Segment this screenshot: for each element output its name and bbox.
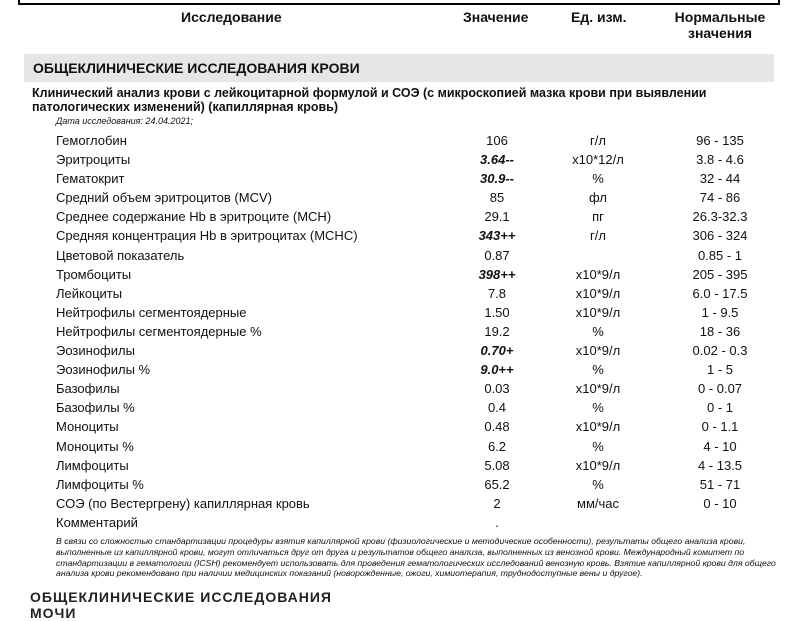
column-header-test: Исследование [181, 9, 282, 25]
results-table [0, 131, 798, 532]
next-section-title: ОБЩЕКЛИНИЧЕСКИЕ ИССЛЕДОВАНИЯ МОЧИ [30, 589, 332, 621]
result-unit: x10*9/л [575, 304, 621, 320]
result-value: 1.50 [484, 304, 510, 320]
table-row [0, 284, 798, 303]
result-name: Базофилы % [56, 400, 135, 416]
result-name: Среднее содержание Hb в эритроците (MCH) [56, 209, 332, 225]
result-unit: % [592, 362, 604, 378]
result-norm: 18 - 36 [699, 323, 741, 339]
table-row [0, 226, 798, 245]
result-norm: 0 - 0.07 [697, 381, 743, 397]
result-name: Лимфоциты [56, 457, 129, 473]
result-value: 343++ [478, 228, 516, 244]
result-unit: x10*9/л [575, 343, 621, 359]
next-section-heading-cutoff [30, 589, 350, 621]
result-value: 85 [489, 190, 505, 206]
table-row [0, 360, 798, 379]
result-unit: x10*9/л [575, 381, 621, 397]
result-name: Моноциты [56, 419, 119, 435]
column-header-unit: Ед. изм. [571, 9, 627, 25]
result-norm: 306 - 324 [692, 228, 748, 244]
table-row [0, 207, 798, 226]
table-row [0, 150, 798, 169]
result-value: 6.2 [487, 438, 507, 454]
result-name: Нейтрофилы сегментоядерные % [56, 323, 262, 339]
section-title: ОБЩЕКЛИНИЧЕСКИЕ ИССЛЕДОВАНИЯ КРОВИ [33, 60, 360, 76]
result-name: СОЭ (по Вестергрену) капиллярная кровь [56, 495, 310, 511]
result-name: Гемоглобин [56, 133, 127, 148]
result-value: 19.2 [484, 323, 510, 339]
result-norm: 3.8 - 4.6 [696, 152, 744, 168]
result-name: Лейкоциты [56, 285, 123, 301]
result-value: 29.1 [484, 209, 510, 225]
result-unit: г/л [590, 133, 606, 148]
result-value: 106 [486, 133, 508, 148]
result-unit: фл [589, 190, 607, 206]
test-title: Клинический анализ крови с лейкоцитарной формулой и СОЭ (с микроскопией мазка крови при выявлении патологических изменений) (капиллярная кровь) [32, 86, 707, 114]
result-unit: x10*12/л [572, 152, 624, 168]
result-norm: 6.0 - 17.5 [692, 285, 748, 301]
result-norm: 0.02 - 0.3 [692, 343, 748, 359]
result-value: 0.4 [487, 400, 507, 416]
result-name: Эозинофилы % [56, 362, 151, 378]
section-header-bar [24, 54, 774, 82]
result-value: 65.2 [484, 476, 510, 492]
result-unit: x10*9/л [575, 457, 621, 473]
result-name: Лимфоциты % [56, 476, 144, 492]
table-row [0, 379, 798, 398]
result-value: 2 [493, 495, 501, 511]
table-row [0, 475, 798, 494]
table-row [0, 513, 798, 532]
result-unit: % [592, 476, 604, 492]
table-row [0, 456, 798, 475]
result-unit: x10*9/л [575, 419, 621, 435]
result-unit: % [592, 438, 604, 454]
table-row [0, 417, 798, 436]
table-row [0, 246, 798, 265]
result-unit: г/л [590, 228, 606, 244]
result-value: 30.9-- [480, 171, 514, 187]
result-norm: 0 - 1 [706, 400, 733, 416]
result-name: Средняя концентрация Hb в эритроцитах (MCHC) [56, 228, 358, 244]
table-row [0, 322, 798, 341]
result-norm: 0.85 - 1 [697, 247, 743, 263]
table-row [0, 494, 798, 513]
result-name: Гематокрит [56, 171, 125, 187]
result-name: Базофилы [56, 381, 120, 397]
result-value: 3.64-- [480, 152, 514, 168]
column-header-norm: Нормальные значения [674, 9, 766, 41]
result-unit: мм/час [577, 495, 619, 511]
result-unit: x10*9/л [575, 285, 621, 301]
result-name: Средний объем эритроцитов (MCV) [56, 190, 272, 206]
test-date: Дата исследования: 24.04.2021; [56, 116, 194, 126]
result-value: 5.08 [484, 457, 510, 473]
table-row [0, 303, 798, 322]
column-header-value: Значение [463, 9, 529, 25]
result-norm: 51 - 71 [699, 476, 741, 492]
result-name: Эритроциты [56, 152, 131, 168]
result-name: Эозинофилы [56, 343, 135, 359]
result-name: Нейтрофилы сегментоядерные [56, 304, 247, 320]
result-norm: 1 - 9.5 [701, 304, 739, 320]
result-norm: 74 - 86 [699, 190, 741, 206]
table-row [0, 437, 798, 456]
table-row [0, 131, 798, 150]
result-norm: 96 - 135 [696, 133, 744, 148]
result-unit: % [592, 323, 604, 339]
result-value: 9.0++ [480, 362, 514, 378]
result-norm: 1 - 5 [706, 362, 733, 378]
table-row [0, 188, 798, 207]
table-row [0, 265, 798, 284]
result-value: 0.70+ [480, 343, 514, 359]
result-name: Цветовой показатель [56, 247, 185, 263]
result-norm: 4 - 10 [703, 438, 737, 454]
result-norm: 205 - 395 [692, 266, 748, 282]
result-norm: 26.3-32.3 [692, 209, 748, 225]
result-value: 398++ [478, 266, 516, 282]
result-norm: 0 - 10 [703, 495, 737, 511]
table-row [0, 398, 798, 417]
result-unit: x10*9/л [575, 266, 621, 282]
result-name: Комментарий [56, 514, 138, 530]
result-value: 0.87 [484, 247, 510, 263]
result-norm: 0 - 1.1 [701, 419, 739, 435]
result-norm: 4 - 13.5 [697, 457, 743, 473]
table-row [0, 169, 798, 188]
footnote: В связи со сложностью стандартизации процедуры взятия капиллярной крови (физиологические и методические особенности), результаты общего анализа крови, выполненные из капиллярной крови, могут отличаться друг от друга и результатов общего анализа, выполненных из венозной крови. Международный комитет по стандартизации в гематологии (ICSH) рекомендует использовать для проведения гематологических исследований венозную кровь. Взятие капиллярной крови для общего анализа крови рекомендовано при наличии медицинских показаний (новорожденные, ожоги, химиотерапия, труднодоступные вены и другое). [56, 536, 776, 579]
table-frame-top [18, 0, 780, 5]
result-value: 0.48 [484, 419, 510, 435]
result-name: Тромбоциты [56, 266, 132, 282]
result-value: 0.03 [484, 381, 510, 397]
table-row [0, 341, 798, 360]
result-unit: пг [592, 209, 604, 225]
result-unit: % [592, 400, 604, 416]
result-unit: % [592, 171, 604, 187]
result-name: Моноциты % [56, 438, 134, 454]
result-norm: 32 - 44 [699, 171, 741, 187]
result-value: . [495, 514, 499, 530]
result-value: 7.8 [487, 285, 507, 301]
